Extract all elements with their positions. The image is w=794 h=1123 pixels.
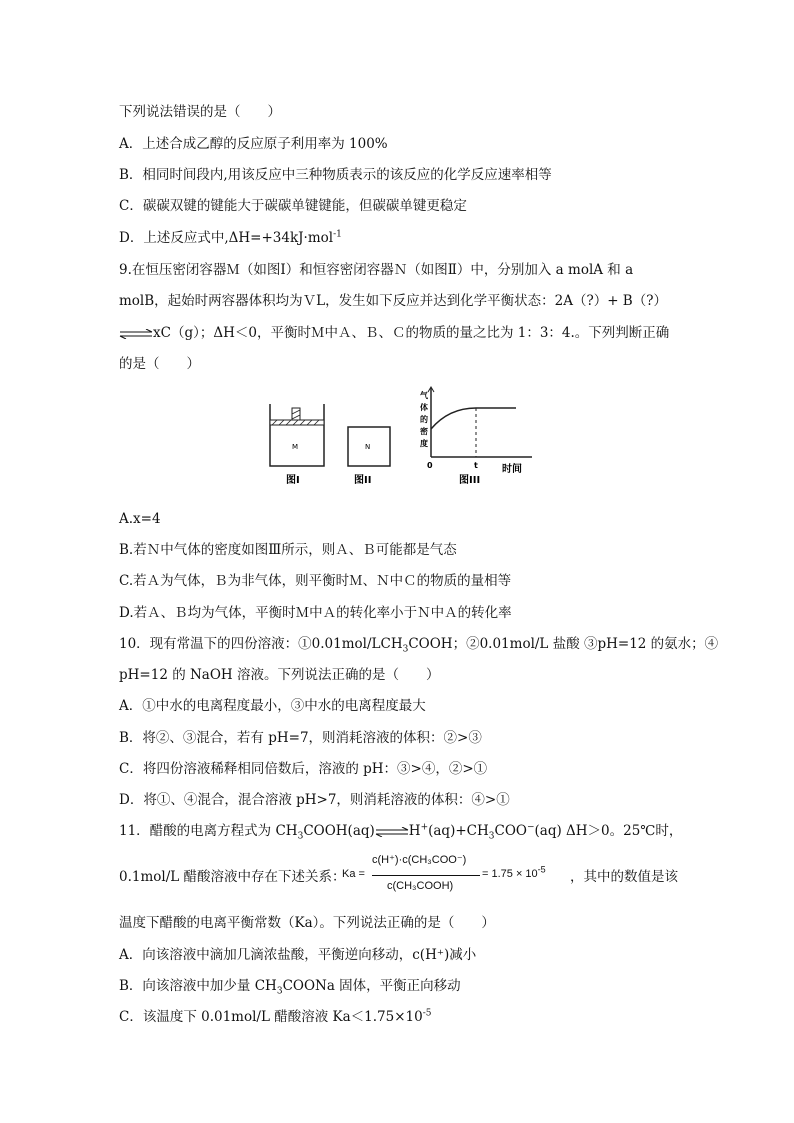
figure-2-caption: 图II: [354, 475, 372, 486]
q11-option-b: B．向该溶液中加少量 $CH_3COONa$ 固体，平衡正向移动: [119, 978, 461, 997]
q11-stem-1: 11．醋酸的电离方程式为 $CH_3COOH(aq)$ $H^+(aq)+CH_3COO^-(aq)$ ΔH＞0。25℃时，: [119, 822, 683, 842]
x-axis-label: 时间: [502, 464, 522, 475]
box-m-label: M: [292, 443, 299, 451]
ka-symbol: Ka =: [342, 868, 365, 880]
option-b: B．相同时间段内,用该反应中三种物质表示的该反应的化学反应速率相等: [119, 167, 552, 183]
q10-option-b: B．将②、③混合，若有 pH=7，则消耗溶液的体积：②>③: [119, 730, 482, 746]
q11-option-a: A．向该溶液中滴加几滴浓盐酸，平衡逆向移动，c(H⁺)减小: [119, 947, 477, 963]
q11-option-c: C．该温度下 0.01mol/L 醋酸溶液 $Ka<1.75\times 10^{-5}$: [119, 1008, 432, 1025]
q10-stem-2: pH=12 的 NaOH 溶液。下列说法正确的是（ ）: [119, 667, 440, 683]
equilibrium-arrow-icon: [119, 329, 153, 339]
y-axis-label-1: 气: [420, 391, 428, 400]
option-c: C．碳碳双键的键能大于碳碳单键键能，但碳碳单键更稳定: [119, 198, 467, 214]
ka-numerator: c(H⁺)·c(CH₃COO⁻): [372, 854, 467, 866]
figure-3-density-graph: [420, 387, 532, 486]
t-label: t: [474, 461, 478, 470]
q10-option-a: A．①中水的电离程度最小，③中水的电离程度最大: [119, 698, 426, 714]
option-d: D．上述反应式中,ΔH=+34kJ·mol$^{-1}$: [119, 229, 342, 246]
figure-2-container-n: [348, 427, 390, 486]
q11-stem-2-left: 0.1mol/L 醋酸溶液中存在下述关系：: [119, 869, 346, 885]
q9-option-d: D.若Ａ、Ｂ均为气体，平衡时Ｍ中Ａ的转化率小于Ｎ中Ａ的转化率: [119, 605, 512, 621]
q9-stem-1: 9.在恒压密闭容器Ｍ（如图Ⅰ）和恒容密闭容器Ｎ（如图Ⅱ）中，分别加入 a molA 和 a: [119, 262, 634, 278]
q9-figures: [262, 386, 532, 490]
ka-value: = $1.75 \times 10^{-5}$: [482, 864, 546, 880]
equilibrium-arrow-icon: [375, 827, 409, 837]
q9-stem-3: xC（g）；ΔH＜0，平衡时Ｍ中Ａ、Ｂ、Ｃ的物质的量之比为 1：3：4.。下列判断正确: [119, 324, 669, 342]
y-axis-label-4: 密: [420, 427, 428, 436]
q9-option-c: C.若Ａ为气体，Ｂ为非气体，则平衡时Ｍ、Ｎ中Ｃ的物质的量相等: [119, 573, 512, 589]
q11-stem-2-right: ，其中的数值是该: [570, 869, 678, 885]
figure-1-caption: 图I: [286, 475, 300, 486]
ka-denominator: c(CH₃COOH): [387, 880, 454, 892]
q10-option-c: C．将四份溶液稀释相同倍数后，溶液的 pH：③>④，②>①: [119, 761, 488, 777]
density-curve: [431, 408, 516, 429]
q10-stem-1: 10．现有常温下的四份溶液：$①0.01mol/LCH_3COOH$；②0.01mol/L 盐酸 ③pH=12 的氨水；④: [119, 636, 719, 655]
question-intro: 下列说法错误的是（ ）: [119, 104, 281, 120]
box-n-label: N: [365, 443, 371, 451]
figure-1-container-m: [270, 404, 324, 486]
q11-stem-3: 温度下醋酸的电离平衡常数（Ka）。下列说法正确的是（ ）: [119, 915, 495, 931]
q9-option-a: A.x=4: [119, 511, 161, 527]
option-a: A．上述合成乙醇的反应原子利用率为 100%: [119, 136, 388, 152]
origin-label: 0: [427, 461, 433, 470]
q9-stem-2: molB，起始时两容器体积均为ＶL，发生如下反应并达到化学平衡状态：2A（?）+ B（?）: [119, 293, 667, 309]
y-axis-label-3: 的: [420, 415, 428, 424]
figure-3-caption: 图III: [459, 475, 481, 486]
y-axis-label-2: 体: [420, 403, 428, 412]
q9-option-b: B.若Ｎ中气体的密度如图Ⅲ所示，则Ａ、Ｂ可能都是气态: [119, 542, 457, 558]
q9-stem-4: 的是（ ）: [119, 356, 200, 372]
y-axis-label-5: 度: [420, 439, 428, 448]
q10-option-d: D．将①、④混合，混合溶液 pH>7，则消耗溶液的体积：④>①: [119, 792, 510, 808]
